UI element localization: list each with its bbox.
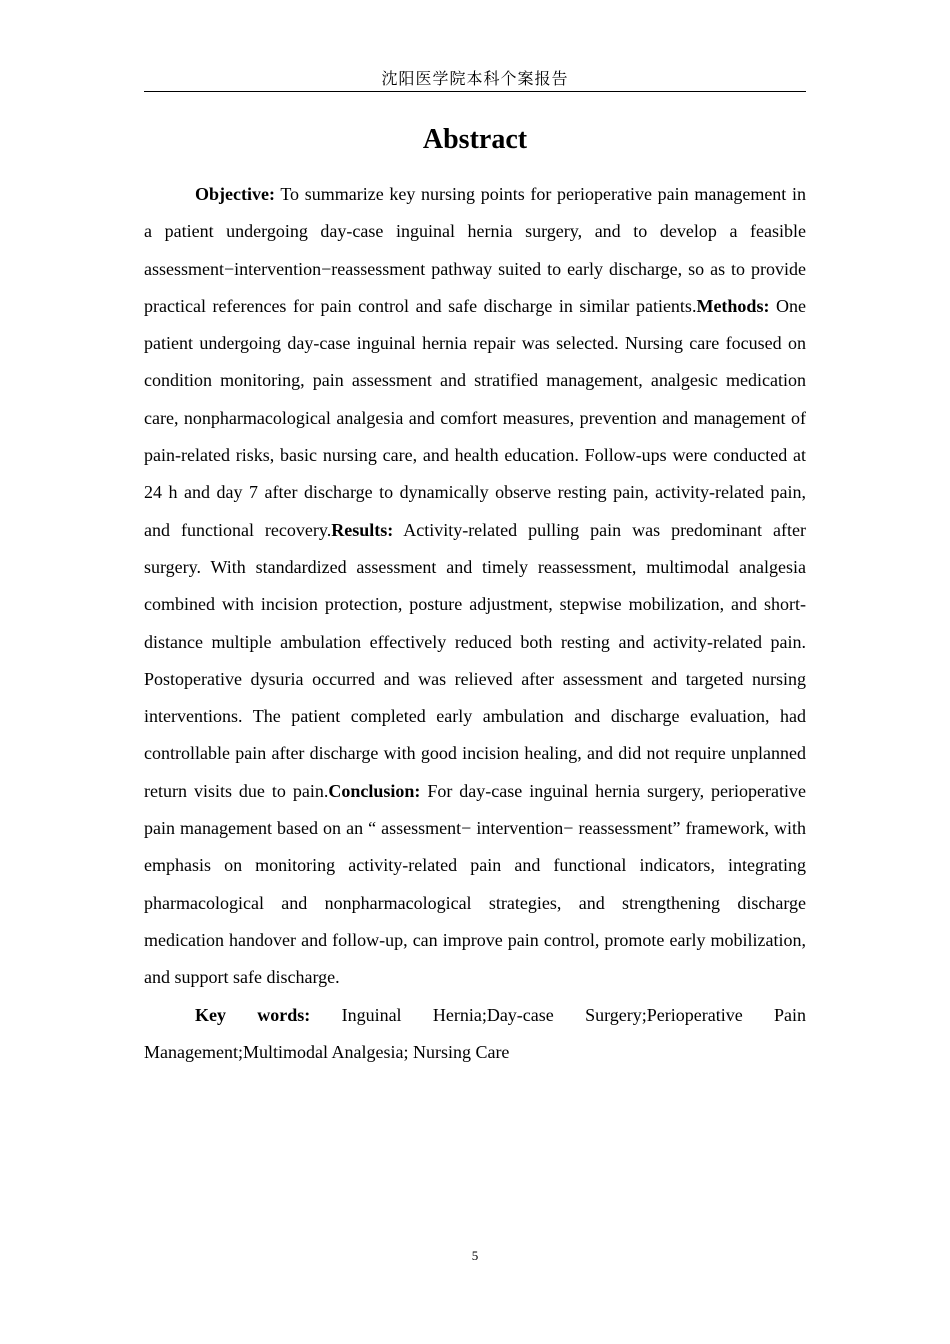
running-header: 沈阳医学院本科个案报告	[381, 69, 569, 88]
page-number: 5	[471, 1248, 479, 1263]
objective-label: Objective:	[195, 184, 275, 204]
conclusion-label: Conclusion:	[328, 780, 421, 801]
abstract-paragraph	[144, 176, 806, 997]
keywords-text: Inguinal Hernia;Day-case Surgery;Perioperative Pain Management;Multimodal Analgesia; Nursing Care	[144, 1004, 806, 1062]
results-label: Results:	[331, 519, 394, 540]
keywords-label: Key words:	[195, 1004, 311, 1025]
methods-text: One patient undergoing day-case inguinal hernia repair was selected. Nursing care focused on condition monitoring, pain assessment and stratified management, analgesic medication care, nonpharmacological analgesia and comfort measures, prevention and management of pain-related risks, basic nursing care, and health education. Follow-ups were conducted at 24 h and day 7 after discharge to dynamically observe resting pain, activity-related pain, and functional recovery.	[144, 295, 806, 540]
objective-text: To summarize key nursing points for perioperative pain management in a patient undergoing day-case inguinal hernia surgery, and to develop a feasible assessment−intervention−reassessment pathway suited to early discharge, so as to provide practical references for pain control and safe discharge in similar patients.	[144, 184, 806, 316]
conclusion-text: For day-case inguinal hernia surgery, perioperative pain management based on an “ assessment− intervention− reassessment” framework, with emphasis on monitoring activity-related pain and functional indicators, integrating pharmacological and nonpharmacological strategies, and strengthening discharge medication handover and follow-up, can improve pain control, promote early mobilization, and support safe discharge.	[144, 780, 806, 988]
header-rule	[144, 91, 806, 92]
results-text: Activity-related pulling pain was predominant after surgery. With standardized assessment and timely reassessment, multimodal analgesia combined with incision protection, posture adjustment, stepwise mobilization, and short-distance multiple ambulation effectively reduced both resting and activity-related pain. Postoperative dysuria occurred and was relieved after assessment and targeted nursing interventions. The patient completed early ambulation and discharge evaluation, had controllable pain after discharge with good incision healing, and did not require unplanned return visits due to pain.	[144, 519, 806, 801]
abstract-body	[144, 176, 806, 1071]
methods-label: Methods:	[696, 295, 770, 316]
keywords-paragraph	[144, 997, 806, 1072]
abstract-title: Abstract	[422, 124, 528, 155]
